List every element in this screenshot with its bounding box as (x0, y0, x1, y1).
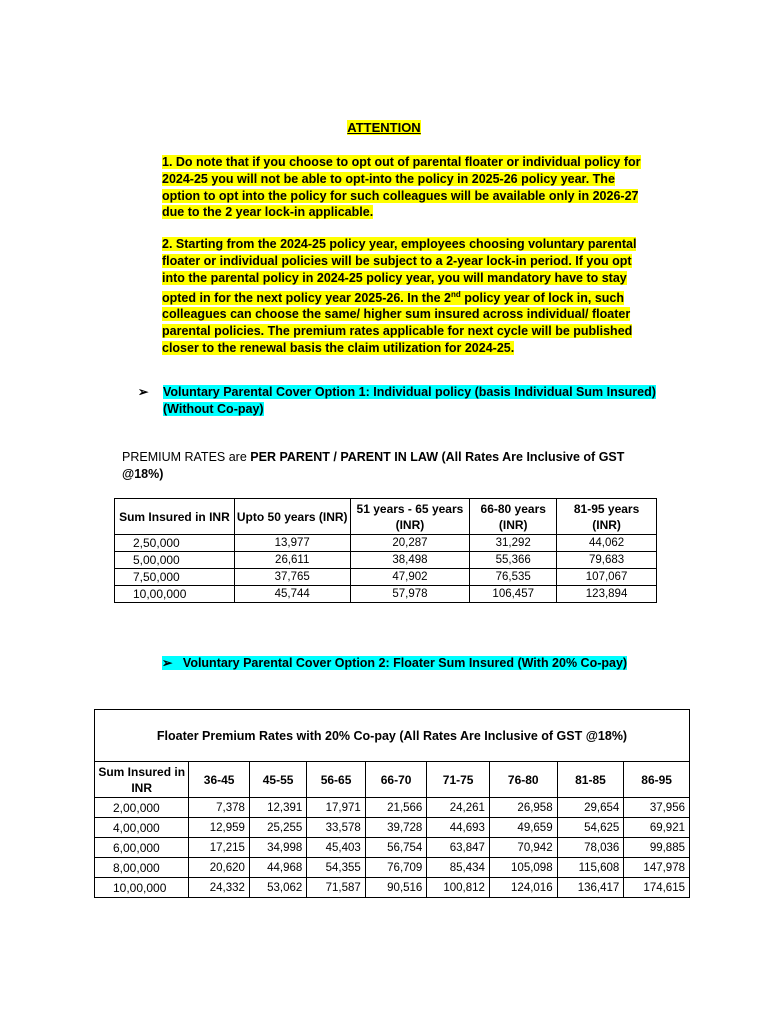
premium-cell: 44,968 (249, 858, 306, 878)
note-1: 1. Do note that if you choose to opt out of parental floater or individual policy for 2024-25 you will not be able to opt-into the policy in 2025-26 policy year. The option to opt into the policy for such colleagues will be available only in 2026-27 due to the 2 year lock-in applicable. (162, 155, 641, 220)
premium-cell: 85,434 (427, 858, 490, 878)
table-row (115, 586, 657, 603)
premium-cell: 20,287 (350, 535, 470, 552)
premium-rates-note: PREMIUM RATES are PER PARENT / PARENT IN LAW (All Rates Are Inclusive of GST @18%) (122, 450, 625, 481)
premium-cell: 147,978 (624, 858, 690, 878)
column-header: 81-85 (557, 762, 624, 798)
premium-cell: 13,977 (234, 535, 350, 552)
premium-cell: 20,620 (189, 858, 250, 878)
premium-cell: 31,292 (470, 535, 557, 552)
premium-cell: 136,417 (557, 878, 624, 898)
premium-cell: 12,391 (249, 798, 306, 818)
premium-cell: 37,956 (624, 798, 690, 818)
premium-cell: 70,942 (489, 838, 557, 858)
table-row (95, 818, 690, 838)
premium-cell: 124,016 (489, 878, 557, 898)
arrow-bullet-icon: ➢ (162, 656, 173, 670)
premium-cell: 106,457 (470, 586, 557, 603)
premium-cell: 21,566 (365, 798, 427, 818)
floater-premium-table (94, 709, 690, 898)
premium-cell: 76,709 (365, 858, 427, 878)
table-row (95, 878, 690, 898)
option-1-text: Voluntary Parental Cover Option 1: Individual policy (basis Individual Sum Insured) (Without Co-pay) (163, 385, 656, 416)
column-header: 81-95 years (INR) (557, 499, 657, 535)
premium-cell: 38,498 (350, 552, 470, 569)
premium-cell: 26,958 (489, 798, 557, 818)
premium-cell: 79,683 (557, 552, 657, 569)
premium-cell: 44,693 (427, 818, 490, 838)
sum-insured-cell: 2,00,000 (95, 798, 189, 818)
table-row (95, 838, 690, 858)
sum-insured-cell: 8,00,000 (95, 858, 189, 878)
premium-cell: 100,812 (427, 878, 490, 898)
premium-cell: 24,261 (427, 798, 490, 818)
sum-insured-cell: 7,50,000 (115, 569, 235, 586)
note-2: 2. Starting from the 2024-25 policy year, employees choosing voluntary parental floater or individual policies will be subject to a 2-year lock-in period. If you opt into the parental policy in 2024-25 policy year, you will mandatory have to stay opted in for the next policy year 2025-26. In the 2nd policy year of lock in, such colleagues can choose the same/ higher sum insured across individual/ floater parental policies. The premium rates applicable for next cycle will be published closer to the renewal basis the claim utilization for 2024-25. (162, 237, 637, 355)
premium-cell: 123,894 (557, 586, 657, 603)
sum-insured-cell: 4,00,000 (95, 818, 189, 838)
column-header: 66-70 (365, 762, 427, 798)
premium-cell: 76,535 (470, 569, 557, 586)
sum-insured-cell: 2,50,000 (115, 535, 235, 552)
premium-cell: 107,067 (557, 569, 657, 586)
column-header: 56-65 (307, 762, 365, 798)
table-row (95, 798, 690, 818)
column-header: Sum Insured in INR (115, 499, 235, 535)
premium-cell: 34,998 (249, 838, 306, 858)
sum-insured-cell: 10,00,000 (95, 878, 189, 898)
sum-insured-cell: 5,00,000 (115, 552, 235, 569)
column-header: 76-80 (489, 762, 557, 798)
table-row (95, 858, 690, 878)
premium-cell: 71,587 (307, 878, 365, 898)
column-header: 45-55 (249, 762, 306, 798)
premium-cell: 29,654 (557, 798, 624, 818)
table-row (115, 569, 657, 586)
premium-cell: 174,615 (624, 878, 690, 898)
option-2-heading (162, 655, 627, 672)
premium-cell: 115,608 (557, 858, 624, 878)
column-header: Upto 50 years (INR) (234, 499, 350, 535)
sum-insured-cell: 10,00,000 (115, 586, 235, 603)
table-header-row (95, 762, 690, 798)
option-2-text: Voluntary Parental Cover Option 2: Floater Sum Insured (With 20% Co-pay) (182, 656, 628, 670)
table-row (115, 552, 657, 569)
premium-cell: 63,847 (427, 838, 490, 858)
table-header-row (115, 499, 657, 535)
premium-cell: 17,215 (189, 838, 250, 858)
table-caption: Floater Premium Rates with 20% Co-pay (All Rates Are Inclusive of GST @18%) (95, 710, 690, 762)
premium-cell: 7,378 (189, 798, 250, 818)
premium-cell: 105,098 (489, 858, 557, 878)
arrow-bullet-icon: ➢ (138, 385, 149, 399)
table-row (115, 535, 657, 552)
premium-cell: 33,578 (307, 818, 365, 838)
column-header: 51 years - 65 years (INR) (350, 499, 470, 535)
premium-cell: 39,728 (365, 818, 427, 838)
premium-cell: 78,036 (557, 838, 624, 858)
premium-cell: 26,611 (234, 552, 350, 569)
premium-cell: 53,062 (249, 878, 306, 898)
premium-cell: 49,659 (489, 818, 557, 838)
premium-cell: 99,885 (624, 838, 690, 858)
premium-cell: 12,959 (189, 818, 250, 838)
column-header: 36-45 (189, 762, 250, 798)
premium-cell: 37,765 (234, 569, 350, 586)
attention-heading: ATTENTION (347, 120, 421, 135)
premium-cell: 54,355 (307, 858, 365, 878)
individual-premium-table (114, 498, 657, 603)
premium-cell: 90,516 (365, 878, 427, 898)
premium-cell: 45,403 (307, 838, 365, 858)
column-header: 86-95 (624, 762, 690, 798)
premium-cell: 69,921 (624, 818, 690, 838)
column-header: 66-80 years (INR) (470, 499, 557, 535)
premium-cell: 56,754 (365, 838, 427, 858)
premium-cell: 25,255 (249, 818, 306, 838)
sum-insured-cell: 6,00,000 (95, 838, 189, 858)
column-header: Sum Insured in INR (95, 762, 189, 798)
premium-cell: 45,744 (234, 586, 350, 603)
column-header: 71-75 (427, 762, 490, 798)
premium-cell: 44,062 (557, 535, 657, 552)
premium-cell: 24,332 (189, 878, 250, 898)
premium-cell: 17,971 (307, 798, 365, 818)
premium-cell: 47,902 (350, 569, 470, 586)
premium-cell: 57,978 (350, 586, 470, 603)
premium-cell: 55,366 (470, 552, 557, 569)
premium-cell: 54,625 (557, 818, 624, 838)
